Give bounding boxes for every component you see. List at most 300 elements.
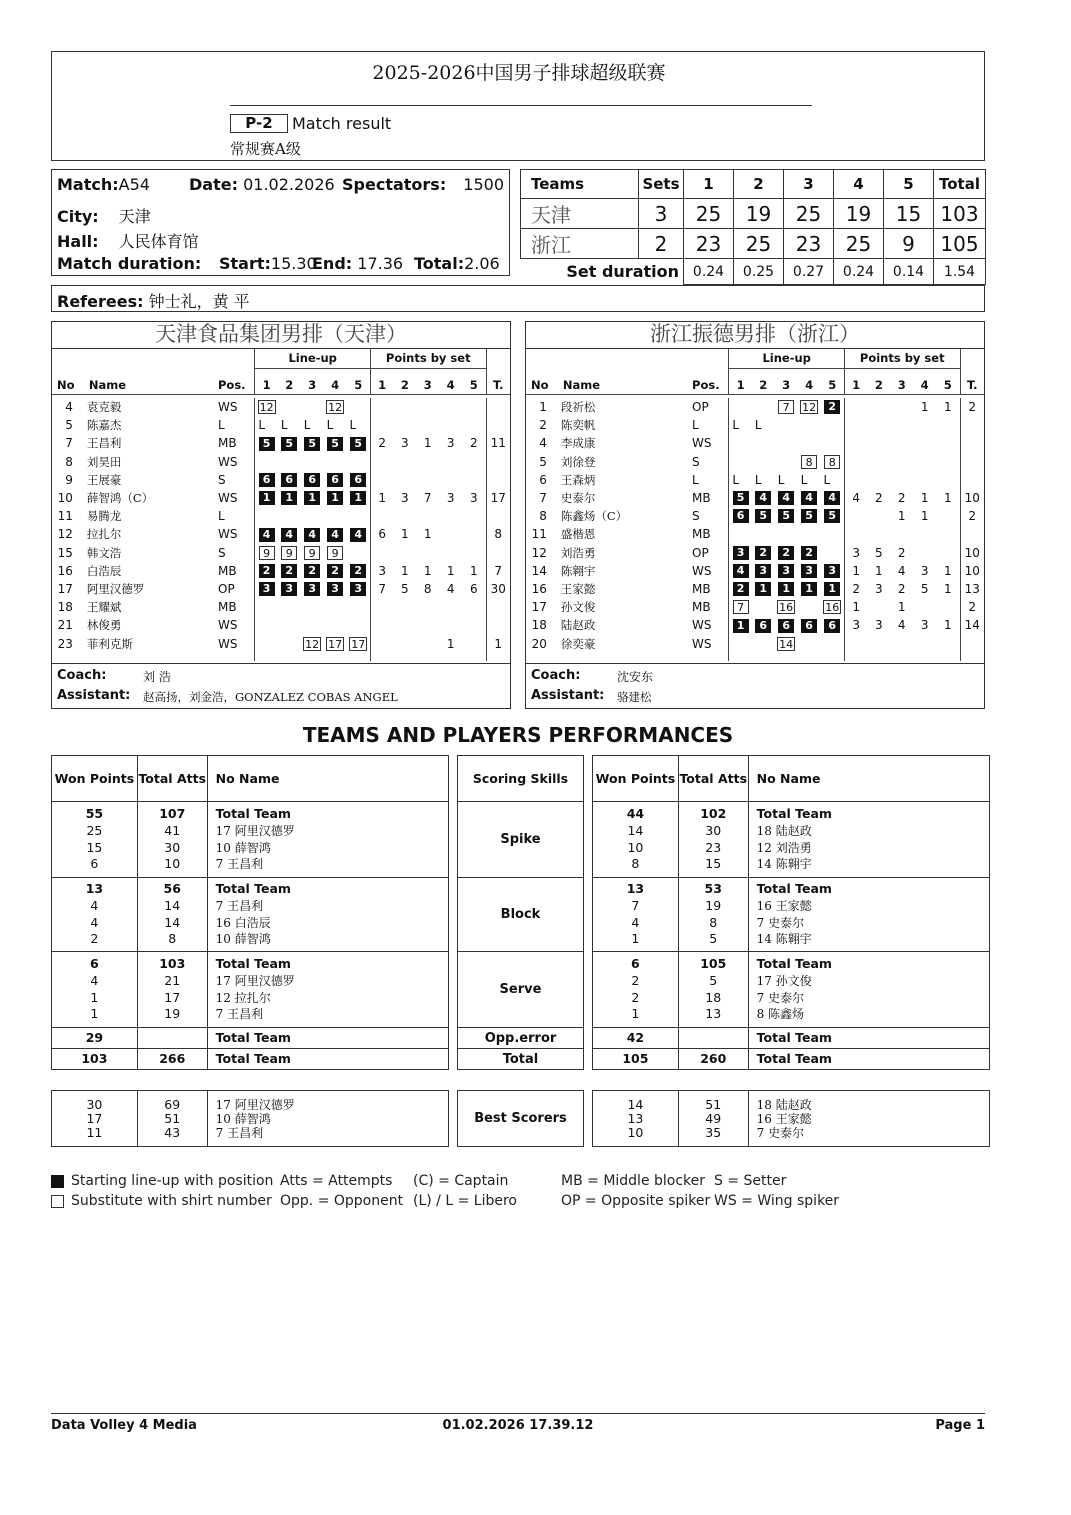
- total-atts-header: Total Atts: [137, 756, 207, 802]
- player-row: [52, 562, 510, 580]
- lineup-cell: [255, 507, 278, 525]
- lineup-cell: [752, 525, 775, 543]
- player-position: MB: [692, 527, 711, 542]
- lineup-cell: [278, 471, 301, 489]
- player-name: 王森炳: [560, 472, 596, 487]
- player-total-points: 10: [960, 562, 984, 580]
- starting-position-badge: 3: [778, 564, 794, 578]
- player-name-cell: [207, 1049, 448, 1070]
- lineup-cell: [798, 616, 821, 634]
- player-row: [52, 525, 510, 543]
- legend-mb: MB = Middle blocker: [561, 1173, 706, 1189]
- best-total-atts: 51: [705, 1096, 722, 1112]
- player-name: 徐奕豪: [560, 636, 596, 651]
- best-player: 7 王昌利: [215, 1125, 264, 1140]
- player-name: 韩文浩: [86, 545, 122, 560]
- set-points-cell: [844, 434, 867, 452]
- player-total-points: 2: [960, 398, 984, 416]
- set-points-cell: 3: [469, 491, 478, 506]
- player-total-atts: 19: [705, 897, 722, 913]
- set-points-cell: [370, 544, 393, 562]
- col-header-name: Name: [88, 377, 127, 392]
- perf-gap-row: [52, 1070, 449, 1091]
- lineup-cell: [255, 562, 278, 580]
- set-points-cell: 2: [370, 434, 393, 452]
- skills-header-row: [458, 756, 584, 802]
- player-name-cell: [207, 952, 448, 1028]
- set-points-cell: 5: [875, 545, 883, 560]
- starting-position-badge: 4: [778, 491, 794, 505]
- lineup-cell: [775, 580, 798, 598]
- starting-position-badge: 5: [281, 437, 297, 451]
- lineup-cell: [729, 453, 752, 471]
- set-points-cell: [462, 507, 486, 525]
- player-won-points: 14: [627, 822, 644, 838]
- set-duration-value: 1.54: [934, 259, 986, 285]
- player-name: 菲利克斯: [86, 636, 133, 651]
- set-points-cell: [416, 507, 439, 525]
- no-name-header: No Name: [207, 756, 448, 802]
- starting-position-badge: 1: [350, 491, 366, 505]
- player-total-points: 1: [486, 634, 510, 652]
- set-points-cell: [913, 544, 936, 562]
- set-points-cell: [416, 544, 439, 562]
- lineup-cell: [324, 634, 347, 652]
- lineup-cell: [255, 598, 278, 616]
- filler-cell: [301, 653, 324, 661]
- player-position: WS: [218, 454, 238, 469]
- player-total-points: [960, 634, 984, 652]
- result-header-cell: 2: [734, 170, 784, 199]
- player-row: [52, 507, 510, 525]
- starting-position-badge: 1: [304, 491, 320, 505]
- set-points-cell: [867, 525, 890, 543]
- player-won-points: 1: [631, 1006, 640, 1022]
- legend-starter: Starting line-up with position: [71, 1173, 274, 1189]
- starting-position-badge: 6: [304, 473, 320, 487]
- lineup-cell: [347, 489, 371, 507]
- set-points-cell: [844, 525, 867, 543]
- perf-opperror-row: [52, 1028, 449, 1049]
- lineup-cell: [752, 616, 775, 634]
- lineup-cell: [324, 580, 347, 598]
- set-points-cell: 1: [943, 400, 952, 415]
- team-total-atts: 107: [159, 806, 186, 822]
- lineup-cell: [729, 634, 752, 652]
- set-points-cell: 3: [401, 436, 409, 451]
- best-won-points: 30: [86, 1096, 103, 1112]
- starting-position-badge: 1: [259, 491, 275, 505]
- player-row: [526, 398, 984, 416]
- substitute-number-badge: 9: [281, 546, 297, 560]
- set-duration-label: Set duration: [521, 259, 684, 285]
- player-total-points: 2: [960, 598, 984, 616]
- lineup-cell: [347, 525, 371, 543]
- set-points-cell: [936, 525, 960, 543]
- player-table: [52, 348, 510, 661]
- player-row: [52, 398, 510, 416]
- player-name: 陆赵政: [560, 618, 596, 633]
- lineup-cell: [752, 598, 775, 616]
- player-total-points: [486, 616, 510, 634]
- starting-position-badge: 6: [778, 619, 794, 633]
- performance-title: TEAMS AND PLAYERS PERFORMANCES: [302, 723, 734, 747]
- lineup-cell: [798, 544, 821, 562]
- player-number: 16: [57, 563, 73, 578]
- team-label: Total Team: [215, 806, 291, 822]
- best-total-atts: 51: [164, 1110, 181, 1126]
- lineup-cell: [255, 471, 278, 489]
- set-points-cell: [867, 634, 890, 652]
- filler-cell: [486, 653, 510, 661]
- set-points-cell: 8: [423, 581, 432, 596]
- set-points-cell: [439, 598, 462, 616]
- match-level: 常规赛A级: [230, 140, 301, 158]
- footer-page: Page 1: [935, 1418, 985, 1433]
- player-total-atts: 23: [705, 839, 722, 855]
- player-won-points: 15: [86, 839, 103, 855]
- set-points-cell: [439, 453, 462, 471]
- player-total-atts: 19: [164, 1006, 181, 1022]
- set-points-cell: [439, 525, 462, 543]
- player-position: OP: [218, 581, 235, 596]
- coach-line: [531, 668, 654, 684]
- perf-serve-row: [593, 952, 990, 1028]
- player-position: MB: [218, 563, 237, 578]
- lineup-cell: [729, 434, 752, 452]
- player-number: 7: [65, 436, 73, 451]
- player-name-cell: [207, 802, 448, 878]
- player-position: L: [692, 472, 699, 487]
- perf-spike-row: [52, 802, 449, 878]
- assistant-label: Assistant:: [57, 688, 131, 703]
- player-name: 易腾龙: [86, 509, 122, 524]
- result-header-cell: Teams: [521, 170, 639, 199]
- starting-position-badge: 6: [824, 619, 840, 633]
- filler-cell: [867, 653, 890, 661]
- set-points-cell: [890, 453, 913, 471]
- group-header-row: [52, 348, 510, 368]
- skill-row: [458, 1049, 584, 1070]
- lineup-cell: [752, 580, 775, 598]
- points-set-1-header: 1: [370, 368, 393, 394]
- player-name: 王耀斌: [86, 600, 122, 615]
- player-entry: 7 史泰尔: [756, 915, 805, 930]
- player-number: 4: [65, 400, 73, 415]
- lineup-cell: [775, 525, 798, 543]
- set-points-cell: 1: [897, 600, 906, 615]
- title-underline: [230, 105, 812, 106]
- lineup-cell: [347, 416, 371, 434]
- player-name-cell: [748, 802, 989, 878]
- player-row: [526, 580, 984, 598]
- libero-mark: L: [800, 472, 808, 487]
- player-number: 12: [57, 527, 73, 542]
- lineup-cell: [324, 434, 347, 452]
- spectators-field: Spectators:: [342, 175, 447, 194]
- set-points-cell: [393, 507, 416, 525]
- set-points-cell: [393, 544, 416, 562]
- lineup-cell: [278, 616, 301, 634]
- lineup-cell: [775, 416, 798, 434]
- set-points-cell: 6: [370, 525, 393, 543]
- total-atts-cell: [678, 802, 748, 878]
- set-points-cell: [416, 453, 439, 471]
- skill-row: [458, 802, 584, 878]
- team-label: Total Team: [756, 806, 832, 822]
- lineup-cell: [821, 471, 845, 489]
- player-entry: 7 王昌利: [215, 1007, 264, 1022]
- player-number: 18: [531, 618, 547, 633]
- lineup-cell: [775, 434, 798, 452]
- substitute-number-badge: 9: [304, 546, 320, 560]
- libero-mark: L: [303, 418, 311, 433]
- total-atts-cell: [678, 1049, 748, 1070]
- set-points-cell: [393, 398, 416, 416]
- set-points-cell: [393, 634, 416, 652]
- competition-title: 2025-2026中国男子排球超级联赛: [372, 62, 666, 84]
- legend-op: OP = Opposite spiker: [561, 1193, 711, 1209]
- team-label: Total Team: [215, 1050, 291, 1066]
- lineup-cell: [347, 398, 371, 416]
- set-points-cell: [844, 471, 867, 489]
- match-duration-field: Match duration:: [57, 254, 202, 273]
- filler-cell: [347, 653, 371, 661]
- player-entry: 18 陆赵政: [756, 823, 812, 838]
- set-points-cell: 1: [401, 527, 409, 542]
- player-row: [526, 598, 984, 616]
- set-points-cell: 1: [469, 563, 478, 578]
- result-header-cell: Sets: [639, 170, 684, 199]
- won-points-cell: [52, 1049, 138, 1070]
- player-won-points: 6: [90, 856, 99, 872]
- starting-position-badge: 1: [824, 582, 840, 596]
- lineup-cell: [821, 489, 845, 507]
- col-header-no: No: [531, 377, 549, 392]
- lineup-cell: [798, 434, 821, 452]
- set-points-cell: [462, 471, 486, 489]
- player-number: 2: [539, 418, 547, 433]
- lineup-cell: [301, 471, 324, 489]
- lineup-cell: [775, 616, 798, 634]
- column-header-row: [52, 368, 510, 394]
- lineup-cell: [301, 616, 324, 634]
- player-number: 5: [65, 418, 73, 433]
- best-total-atts: 35: [705, 1124, 722, 1140]
- result-score-cell: 25: [684, 199, 734, 229]
- points-by-set-header: Points by set: [370, 348, 486, 368]
- lineup-cell: [301, 434, 324, 452]
- player-won-points: 10: [627, 839, 644, 855]
- lineup-cell: [347, 616, 371, 634]
- lineup-cell: [255, 489, 278, 507]
- substitute-number-badge: 8: [801, 455, 817, 469]
- total-atts-header: Total Atts: [678, 756, 748, 802]
- team-box-zhejiang: [525, 321, 985, 709]
- assistant-line: [531, 688, 981, 703]
- player-row: [52, 544, 510, 562]
- substitute-number-badge: 7: [733, 600, 749, 614]
- player-total-points: 17: [486, 489, 510, 507]
- libero-mark: L: [280, 418, 288, 433]
- lineup-cell: [255, 398, 278, 416]
- perf-opperror-row: [593, 1028, 990, 1049]
- player-entry: 17 阿里汉德罗: [215, 973, 295, 988]
- coach-rule: [526, 663, 984, 664]
- lineup-cell: [301, 525, 324, 543]
- starting-position-badge: 6: [350, 473, 366, 487]
- team-label: Total Team: [756, 1050, 832, 1066]
- lineup-cell: [752, 562, 775, 580]
- lineup-cell: [729, 525, 752, 543]
- lineup-cell: [278, 398, 301, 416]
- starting-position-badge: 5: [824, 509, 840, 523]
- best-scorers-row: [52, 1091, 449, 1147]
- best-won-points: 17: [86, 1110, 103, 1126]
- lineup-cell: [798, 489, 821, 507]
- lineup-cell: [347, 544, 371, 562]
- lineup-cell: [255, 616, 278, 634]
- starting-position-badge: 4: [259, 528, 275, 542]
- player-number: 12: [531, 545, 547, 560]
- set-points-cell: [913, 598, 936, 616]
- city-field: City: 天津: [57, 207, 151, 226]
- player-entry: 12 拉扎尔: [215, 990, 271, 1005]
- player-number: 5: [539, 454, 547, 469]
- set-points-cell: [393, 416, 416, 434]
- player-row: [52, 634, 510, 652]
- player-name: 李成康: [560, 436, 596, 451]
- player-row: [52, 471, 510, 489]
- player-name: 阿里汉德罗: [86, 581, 145, 596]
- lineup-set-3-header: 3: [782, 377, 791, 392]
- lineup-cell: [347, 580, 371, 598]
- set-points-cell: 1: [446, 563, 455, 578]
- lineup-cell: [255, 634, 278, 652]
- filler-cell: [960, 653, 984, 661]
- player-number: 21: [57, 618, 73, 633]
- starting-position-badge: 2: [259, 564, 275, 578]
- starting-position-badge: 2: [824, 400, 840, 414]
- team-label: Total Team: [756, 881, 832, 897]
- result-score-cell: 25: [834, 229, 884, 259]
- player-entry: 10 薛智鸿: [215, 840, 271, 855]
- player-name: 盛楷恩: [560, 527, 596, 542]
- player-won-points: 4: [90, 972, 99, 988]
- player-number: 17: [531, 600, 547, 615]
- lineup-cell: [347, 507, 371, 525]
- filler-cell: [439, 653, 462, 661]
- lineup-cell: [775, 398, 798, 416]
- lineup-cell: [278, 562, 301, 580]
- lineup-cell: [347, 562, 371, 580]
- team-name: 浙江振德男排（浙江）: [650, 322, 860, 346]
- player-table: [526, 348, 984, 661]
- lineup-cell: [278, 507, 301, 525]
- perf-serve-row: [52, 952, 449, 1028]
- assistant-line: [57, 688, 507, 703]
- player-row: [52, 416, 510, 434]
- set-points-cell: 1: [844, 598, 867, 616]
- player-row: [526, 525, 984, 543]
- lineup-set-1-header: 1: [729, 368, 752, 394]
- player-name: 王家懿: [560, 581, 596, 596]
- lineup-cell: [301, 562, 324, 580]
- best-scorers-label-row: [458, 1091, 584, 1147]
- best-player: 16 王家懿: [756, 1111, 812, 1126]
- won-points-header: Won Points: [52, 756, 138, 802]
- group-header-row: [526, 348, 984, 368]
- set-points-cell: 1: [446, 636, 455, 651]
- player-number: 10: [57, 491, 73, 506]
- player-total-points: [486, 416, 510, 434]
- set-points-cell: [370, 471, 393, 489]
- player-won-points: 4: [631, 914, 640, 930]
- lineup-cell: [752, 453, 775, 471]
- set-points-cell: [867, 453, 890, 471]
- points-by-set-header: Points by set: [844, 348, 960, 368]
- set-points-cell: [936, 434, 960, 452]
- player-total-atts: 5: [709, 931, 718, 947]
- skill-name: Serve: [458, 952, 584, 1028]
- player-position: MB: [218, 436, 237, 451]
- starting-position-badge: 2: [801, 546, 817, 560]
- set-points-cell: [890, 416, 913, 434]
- lineup-cell: [324, 616, 347, 634]
- player-entry: 7 王昌利: [215, 857, 264, 872]
- starting-position-badge: 1: [733, 619, 749, 633]
- player-position: S: [218, 545, 226, 560]
- player-name-cell: [207, 1028, 448, 1049]
- lineup-cell: [255, 525, 278, 543]
- match-end: End: 17.36: [312, 254, 404, 273]
- lineup-cell: [821, 398, 845, 416]
- lineup-cell: [821, 453, 845, 471]
- legend-s: S = Setter: [714, 1173, 787, 1189]
- set-points-cell: [416, 616, 439, 634]
- result-header-cell: Total: [934, 170, 986, 199]
- team-won-points: 13: [85, 881, 104, 897]
- player-position: MB: [692, 600, 711, 615]
- team-total-atts: 260: [700, 1050, 727, 1066]
- set-points-cell: 1: [423, 527, 432, 542]
- team-total-atts: [138, 1030, 207, 1047]
- match-info-box: [51, 169, 510, 276]
- best-scorers-row: [593, 1091, 990, 1147]
- starting-position-badge: 4: [281, 528, 297, 542]
- team-total-atts: 266: [159, 1050, 186, 1066]
- skill-name: Block: [458, 878, 584, 952]
- filler-cell: [278, 653, 301, 661]
- result-header-cell: 3: [784, 170, 834, 199]
- lineup-cell: [821, 507, 845, 525]
- lineup-cell: [729, 507, 752, 525]
- player-total-atts: 8: [168, 931, 177, 947]
- player-row: [52, 434, 510, 452]
- set-points-cell: 1: [423, 436, 432, 451]
- player-position: WS: [218, 400, 238, 415]
- player-number: 16: [531, 581, 547, 596]
- starting-position-badge: 2: [778, 546, 794, 560]
- libero-mark: L: [732, 472, 740, 487]
- total-atts-cell: [678, 878, 748, 952]
- set-duration-value: 0.27: [784, 259, 834, 285]
- set-points-cell: [439, 416, 462, 434]
- team-box-tianjin: [51, 321, 511, 709]
- set-points-cell: [936, 471, 960, 489]
- lineup-cell: [752, 471, 775, 489]
- set-points-cell: [462, 544, 486, 562]
